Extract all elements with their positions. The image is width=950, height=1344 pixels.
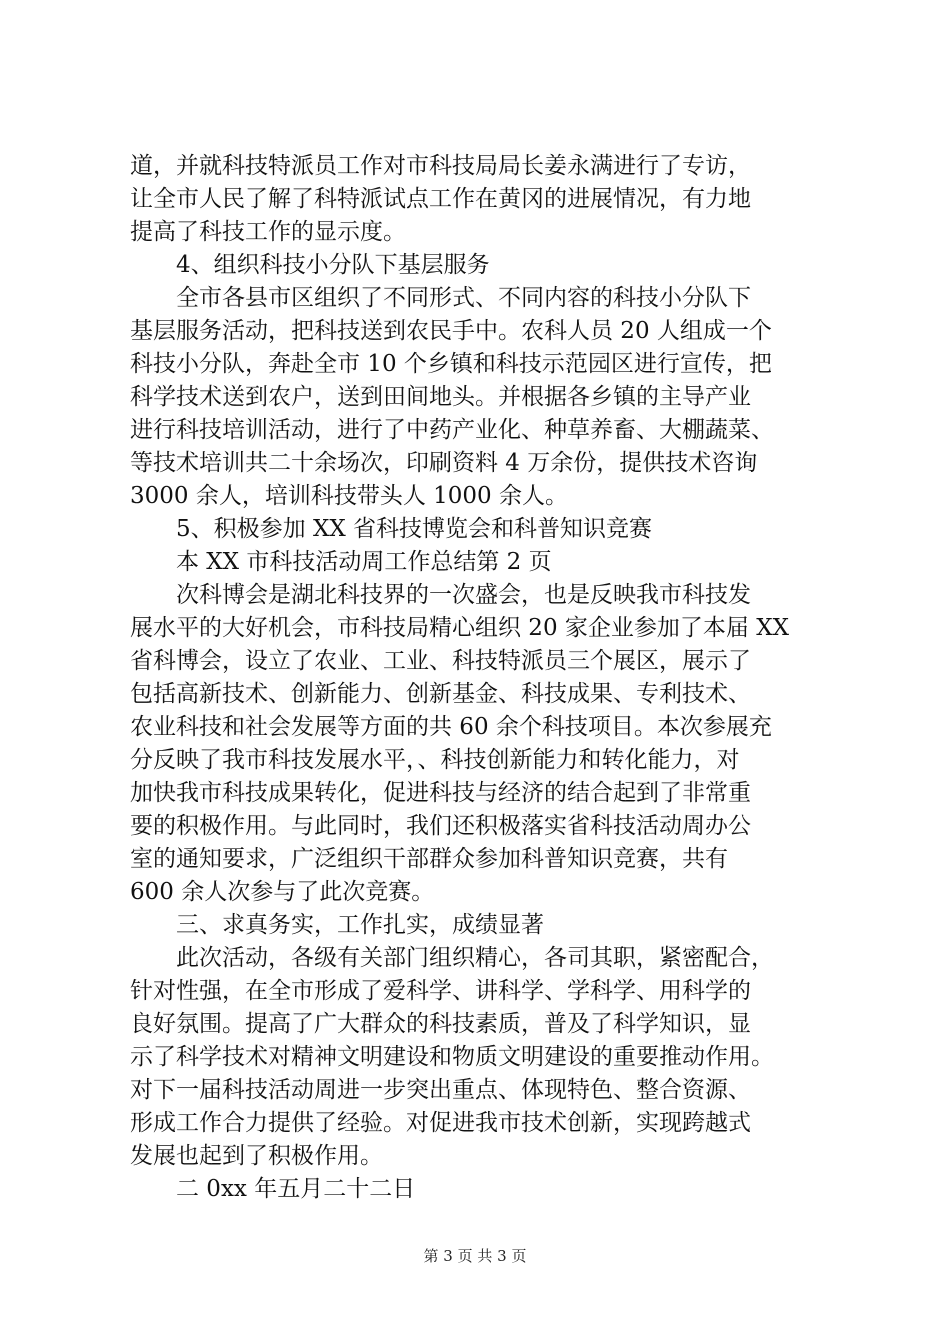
body-line: 对下一届科技活动周进一步突出重点、体现特色、整合资源、 <box>130 1077 751 1103</box>
page-footer: 第 3 页 共 3 页 <box>423 1247 527 1265</box>
body-line: 良好氛围。提高了广大群众的科技素质，普及了科学知识，显 <box>130 1011 751 1037</box>
section-heading: 三、求真务实，工作扎实，成绩显著 <box>176 912 544 938</box>
body-line: 次科博会是湖北科技界的一次盛会，也是反映我市科技发 <box>176 582 751 608</box>
body-line: 此次活动，各级有关部门组织精心，各司其职，紧密配合， <box>176 945 774 971</box>
body-line: 让全市人民了解了科特派试点工作在黄冈的进展情况，有力地 <box>130 186 751 212</box>
body-line: 室的通知要求，广泛组织干部群众参加科普知识竞赛，共有 <box>130 846 728 872</box>
body-line: 加快我市科技成果转化，促进科技与经济的结合起到了非常重 <box>130 780 751 806</box>
body-line: 农业科技和社会发展等方面的共 60 余个科技项目。本次参展充 <box>130 714 772 740</box>
body-line: 针对性强，在全市形成了爱科学、讲科学、学科学、用科学的 <box>130 978 751 1004</box>
body-line: 提高了科技工作的显示度。 <box>130 219 406 245</box>
body-line: 展水平的大好机会，市科技局精心组织 20 家企业参加了本届 XX <box>130 615 789 641</box>
body-line: 基层服务活动，把科技送到农民手中。农科人员 20 人组成一个 <box>130 318 772 344</box>
body-line: 科技小分队，奔赴全市 10 个乡镇和科技示范园区进行宣传，把 <box>130 351 772 377</box>
body-line: 包括高新技术、创新能力、创新基金、科技成果、专利技术、 <box>130 681 751 707</box>
body-line: 科学技术送到农户，送到田间地头。并根据各乡镇的主导产业 <box>130 384 751 410</box>
page-reference-line: 本 XX 市科技活动周工作总结第 2 页 <box>176 549 552 575</box>
body-line: 分反映了我市科技发展水平，、科技创新能力和转化能力，对 <box>130 747 740 773</box>
body-line: 发展也起到了积极作用。 <box>130 1143 383 1169</box>
body-line: 3000 余人，培训科技带头人 1000 余人。 <box>130 483 568 509</box>
body-line: 形成工作合力提供了经验。对促进我市技术创新，实现跨越式 <box>130 1110 751 1136</box>
body-line: 道，并就科技特派员工作对市科技局局长姜永满进行了专访， <box>130 153 751 179</box>
body-line: 全市各县市区组织了不同形式、不同内容的科技小分队下 <box>176 285 751 311</box>
date-line: 二 0xx 年五月二十二日 <box>176 1176 416 1202</box>
body-line: 600 余人次参与了此次竞赛。 <box>130 879 435 905</box>
body-line: 进行科技培训活动，进行了中药产业化、种草养畜、大棚蔬菜、 <box>130 417 774 443</box>
body-line: 示了科学技术对精神文明建设和物质文明建设的重要推动作用。 <box>130 1044 774 1070</box>
section-heading: 4、组织科技小分队下基层服务 <box>176 252 490 278</box>
section-heading: 5、积极参加 XX 省科技博览会和科普知识竞赛 <box>176 516 653 542</box>
body-line: 等技术培训共二十余场次，印刷资料 4 万余份，提供技术咨询 <box>130 450 758 476</box>
body-line: 省科博会，设立了农业、工业、科技特派员三个展区，展示了 <box>130 648 751 674</box>
body-line: 要的积极作用。与此同时，我们还积极落实省科技活动周办公 <box>130 813 751 839</box>
